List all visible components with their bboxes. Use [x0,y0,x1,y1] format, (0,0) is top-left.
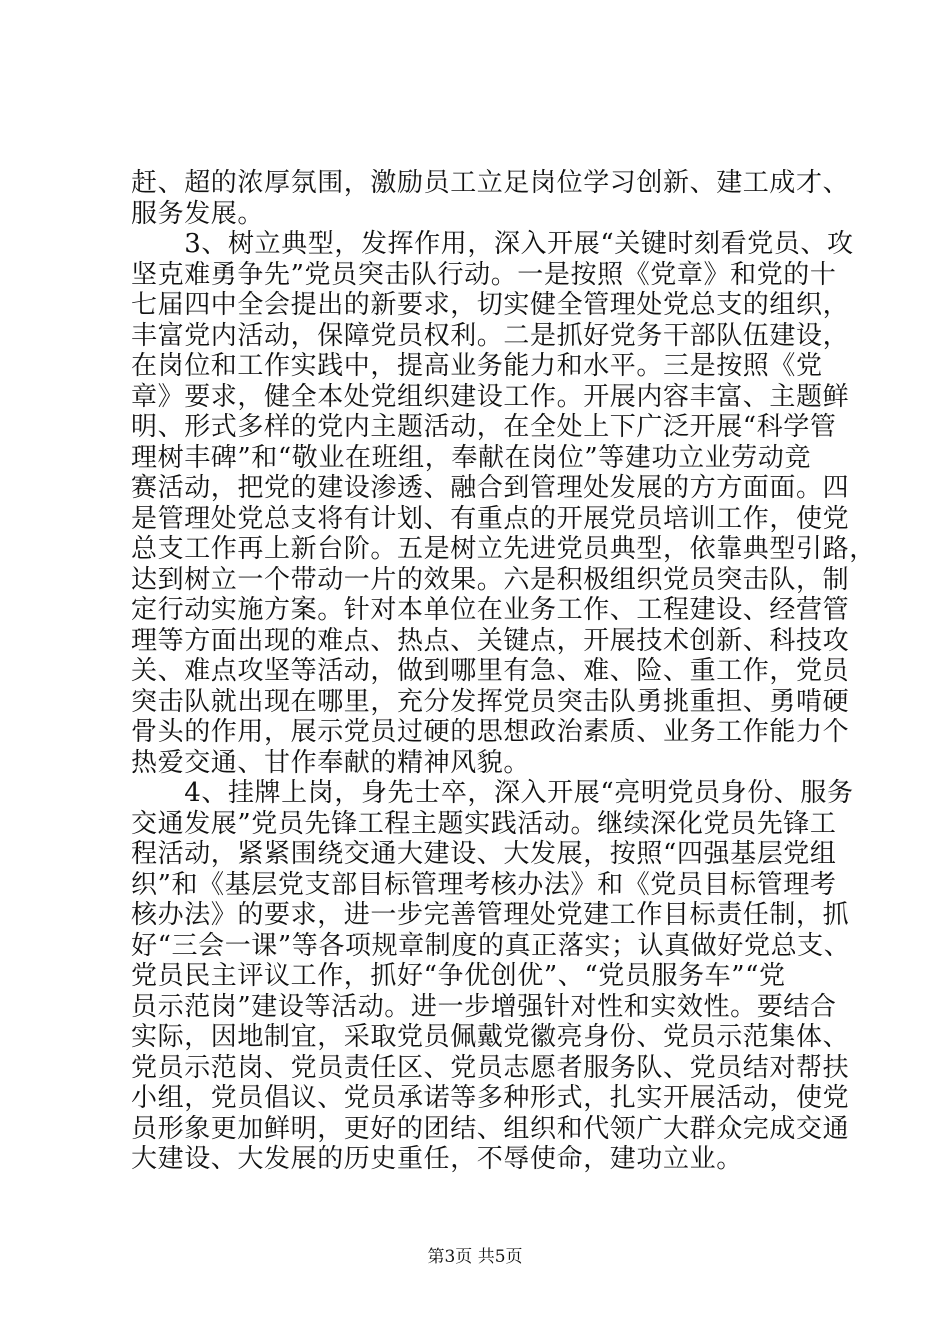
text-line: 明、形式多样的党内主题活动，在全处上下广泛开展“科学管 [131,412,837,442]
text-line: 坚克难勇争先”党员突击队行动。一是按照《党章》和党的十 [131,259,837,290]
text-line: 在岗位和工作实践中，提高业务能力和水平。三是按照《党 [131,351,823,381]
page-footer [0,1246,950,1268]
text-line: 关、难点攻坚等活动，做到哪里有急、难、险、重工作，党员 [131,656,850,686]
text-line: 4、挂牌上岗，身先士卒，深入开展“亮明党员身份、服务 [131,778,854,808]
text-line: 核办法》的要求，进一步完善管理处党建工作目标责任制，抓 [131,900,850,930]
text-line: 大建设、大发展的历史重任，不辱使命，建功立业。 [131,1144,743,1174]
text-line: 实际，因地制宜，采取党员佩戴党徽亮身份、党员示范集体、 [131,1022,850,1052]
text-line: 骨头的作用，展示党员过硬的思想政治素质、业务工作能力个 [131,717,850,747]
text-line: 员形象更加鲜明，更好的团结、组织和代领广大群众完成交通 [131,1113,850,1144]
text-line: 总支工作再上新台阶。五是树立先进党员典型，依靠典型引路， [131,534,876,564]
text-line: 是管理处党总支将有计划、有重点的开展党员培训工作，使党 [131,503,850,534]
text-line: 七届四中全会提出的新要求，切实健全管理处党总支的组织， [131,290,850,320]
text-line: 突击队就出现在哪里，充分发挥党员突击队勇挑重担、勇啃硬 [131,686,850,717]
text-line: 理等方面出现的难点、热点、关键点，开展技术创新、科技攻 [131,625,850,656]
text-line: 理树丰碑”和“敬业在班组，奉献在岗位”等建功立业劳动竞 [131,442,812,473]
text-line: 员示范岗”建设等活动。进一步增强针对性和实效性。要结合 [131,991,837,1022]
text-line: 服务发展。 [131,198,265,229]
text-line: 小组，党员倡议、党员承诺等多种形式，扎实开展活动，使党 [131,1083,850,1113]
text-line: 赶、超的浓厚氛围，激励员工立足岗位学习创新、建工成才、 [131,168,850,198]
text-line: 织”和《基层党支部目标管理考核办法》和《党员目标管理考 [131,869,837,900]
document-body [131,168,876,1175]
text-line: 交通发展”党员先锋工程主题实践活动。继续深化党员先锋工 [131,808,837,839]
text-line: 赛活动，把党的建设渗透、融合到管理处发展的方方面面。四 [131,473,850,503]
text-line: 3、树立典型，发挥作用，深入开展“关键时刻看党员、攻 [131,229,854,259]
text-line: 定行动实施方案。针对本单位在业务工作、工程建设、经营管 [131,595,850,625]
text-line: 热爱交通、甘作奉献的精神风貌。 [131,747,531,778]
text-line: 达到树立一个带动一片的效果。六是积极组织党员突击队，制 [131,564,850,595]
text-line: 丰富党内活动，保障党员权利。二是抓好党务干部队伍建设， [131,320,850,351]
text-line: 好“三会一课”等各项规章制度的真正落实；认真做好党总支、 [131,930,851,961]
text-line: 党员示范岗、党员责任区、党员志愿者服务队、党员结对帮扶 [131,1052,850,1083]
text-line: 程活动，紧紧围绕交通大建设、大发展，按照“四强基层党组 [131,839,837,869]
text-line: 章》要求，健全本处党组织建设工作。开展内容丰富、主题鲜 [131,381,850,412]
page-number: 第3页 共5页 [427,1247,523,1267]
text-line: 党员民主评议工作，抓好“争优创优”、“党员服务车”“党 [131,961,786,991]
